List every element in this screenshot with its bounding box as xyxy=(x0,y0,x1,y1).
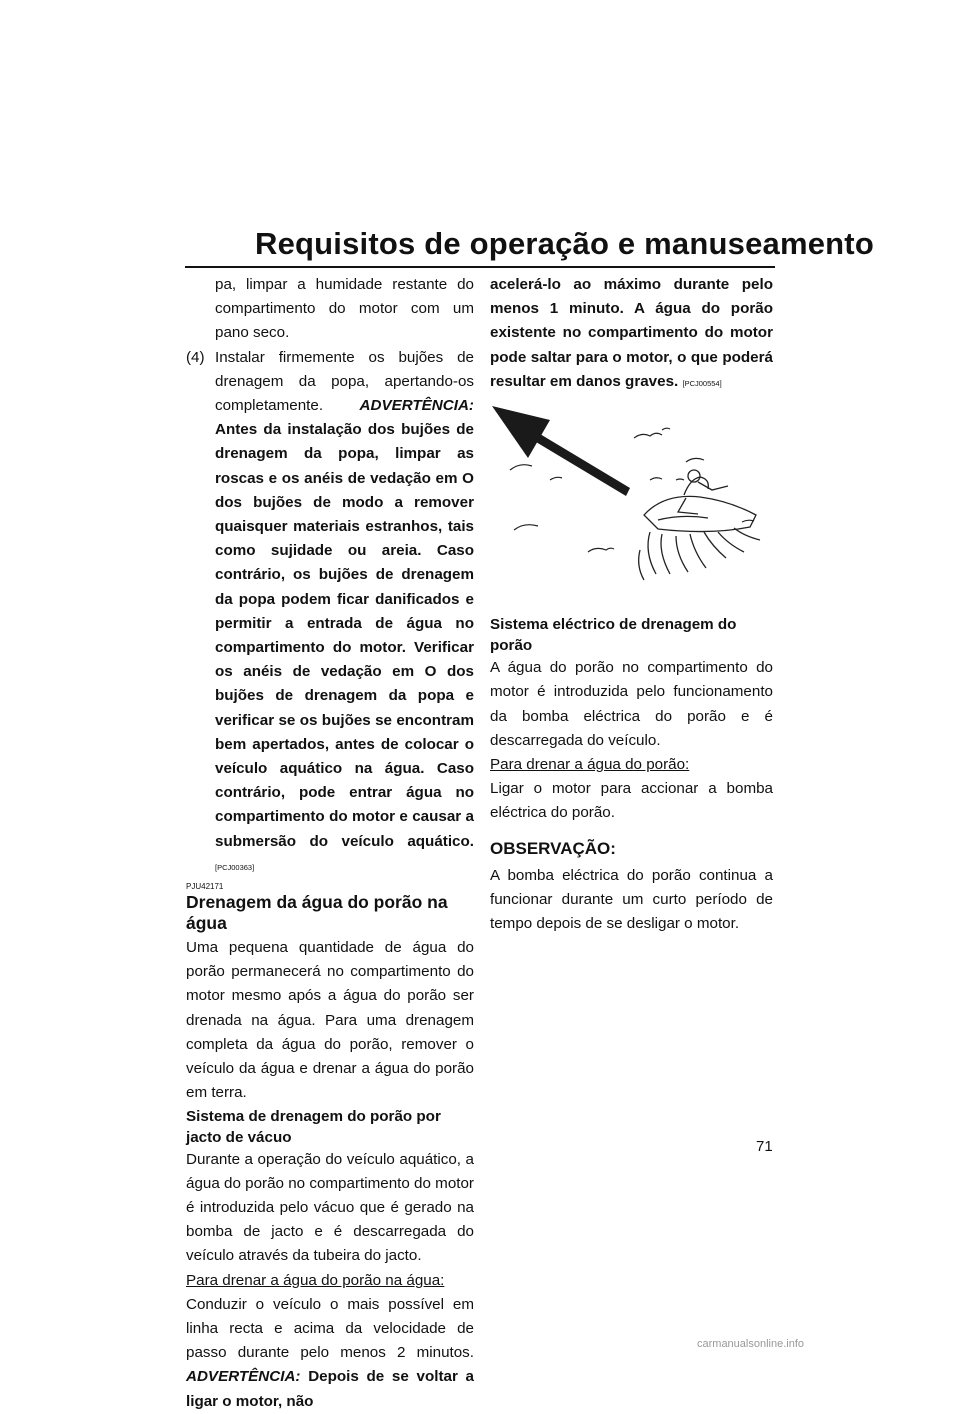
warning-text-start: Depois de se voltar a ligar o motor, não xyxy=(186,1368,474,1410)
step-number: (4) xyxy=(186,348,205,366)
drain-paragraph xyxy=(186,1293,474,1414)
underlined-heading: Para drenar a água do porão: xyxy=(490,756,690,774)
note-text: A bomba eléctrica do porão continua a funcionar durante um curto período de tempo depois de se desligar o motor. xyxy=(490,866,773,933)
right-column xyxy=(490,273,773,936)
warning-continued xyxy=(490,273,773,396)
subsection-heading: Sistema de drenagem do porão por jacto de vácuo xyxy=(186,1107,441,1146)
continued-text: pa, limpar a humidade restante do compartimento do motor com um pano seco. xyxy=(215,276,474,342)
left-column xyxy=(186,273,474,1414)
watercraft-illustration xyxy=(490,400,773,600)
warning-code: [PCJ00554] xyxy=(682,378,722,388)
watermark-footer: carmanualsonline.info xyxy=(697,1338,805,1350)
warning-label: ADVERTÊNCIA: xyxy=(186,1368,301,1386)
section-heading: Drenagem da água do porão na água xyxy=(186,892,448,934)
drain-text: Conduzir o veículo o mais possível em linha recta e acima da velocidade de passo durante pelo menos 2 minutos. xyxy=(186,1295,474,1362)
warning-text: Antes da instalação dos bujões de drenagem da popa, limpar as roscas e os anéis de vedação em O dos bujões de modo a remover quaisquer materiais estranhos, tais como sujidade ou areia. Caso contrário, os bujões de drenagem da popa podem ficar danificados e permitir a entrada de água no compartimento do motor. Verificar os anéis de vedação em O dos bujões de drenagem da popa e verificar se os bujões se encontram bem apertados, antes de colocar o veículo aquático na água. Caso contrário, pode entrar água no compartimento do motor e causar a submersão do veículo aquático. xyxy=(215,421,474,850)
section-tag: PJU42171 xyxy=(186,882,224,892)
page-number: 71 xyxy=(756,1138,773,1155)
warning-label: ADVERTÊNCIA: xyxy=(359,397,474,415)
section-paragraph: Uma pequena quantidade de água do porão permanecerá no compartimento do motor mesmo após a água do porão ser drenada na água. Para uma drenagem completa da água do porão, remover o veículo da água e drenar a água do porão em terra. xyxy=(186,939,474,1102)
warning-text-end: acelerá-lo ao máximo durante pelo menos 1 minuto. A água do porão existente no compartimento do motor pode saltar para o motor, o que poderá resultar em danos graves. xyxy=(490,276,773,390)
arrow-icon xyxy=(492,406,630,496)
underlined-heading: Para drenar a água do porão na água: xyxy=(186,1271,445,1289)
note-heading: OBSERVAÇÃO: xyxy=(490,838,616,858)
page-title: Requisitos de operação e manuseamento xyxy=(255,226,874,261)
subsection-paragraph: A água do porão no compartimento do motor é introduzida pelo funcionamento da bomba eléctrica do porão e é descarregada do veículo. xyxy=(490,659,773,749)
warning-code: [PCJ00363] xyxy=(215,862,255,872)
step-4 xyxy=(186,346,474,880)
step-4-text: Instalar firmemente os bujões de drenagem da popa, apertando-os completamente. xyxy=(215,348,474,415)
pump-paragraph: Ligar o motor para accionar a bomba eléctrica do porão. xyxy=(490,780,773,822)
subsection-heading: Sistema eléctrico de drenagem do porão xyxy=(490,616,737,655)
subsection-paragraph: Durante a operação do veículo aquático, a água do porão no compartimento do motor é introduzida pelo vácuo que é gerado na bomba de jacto e é descarregada do veículo através da tubeira do jacto. xyxy=(186,1150,474,1265)
header-rule xyxy=(185,266,775,268)
jet-ski-icon xyxy=(639,470,760,580)
